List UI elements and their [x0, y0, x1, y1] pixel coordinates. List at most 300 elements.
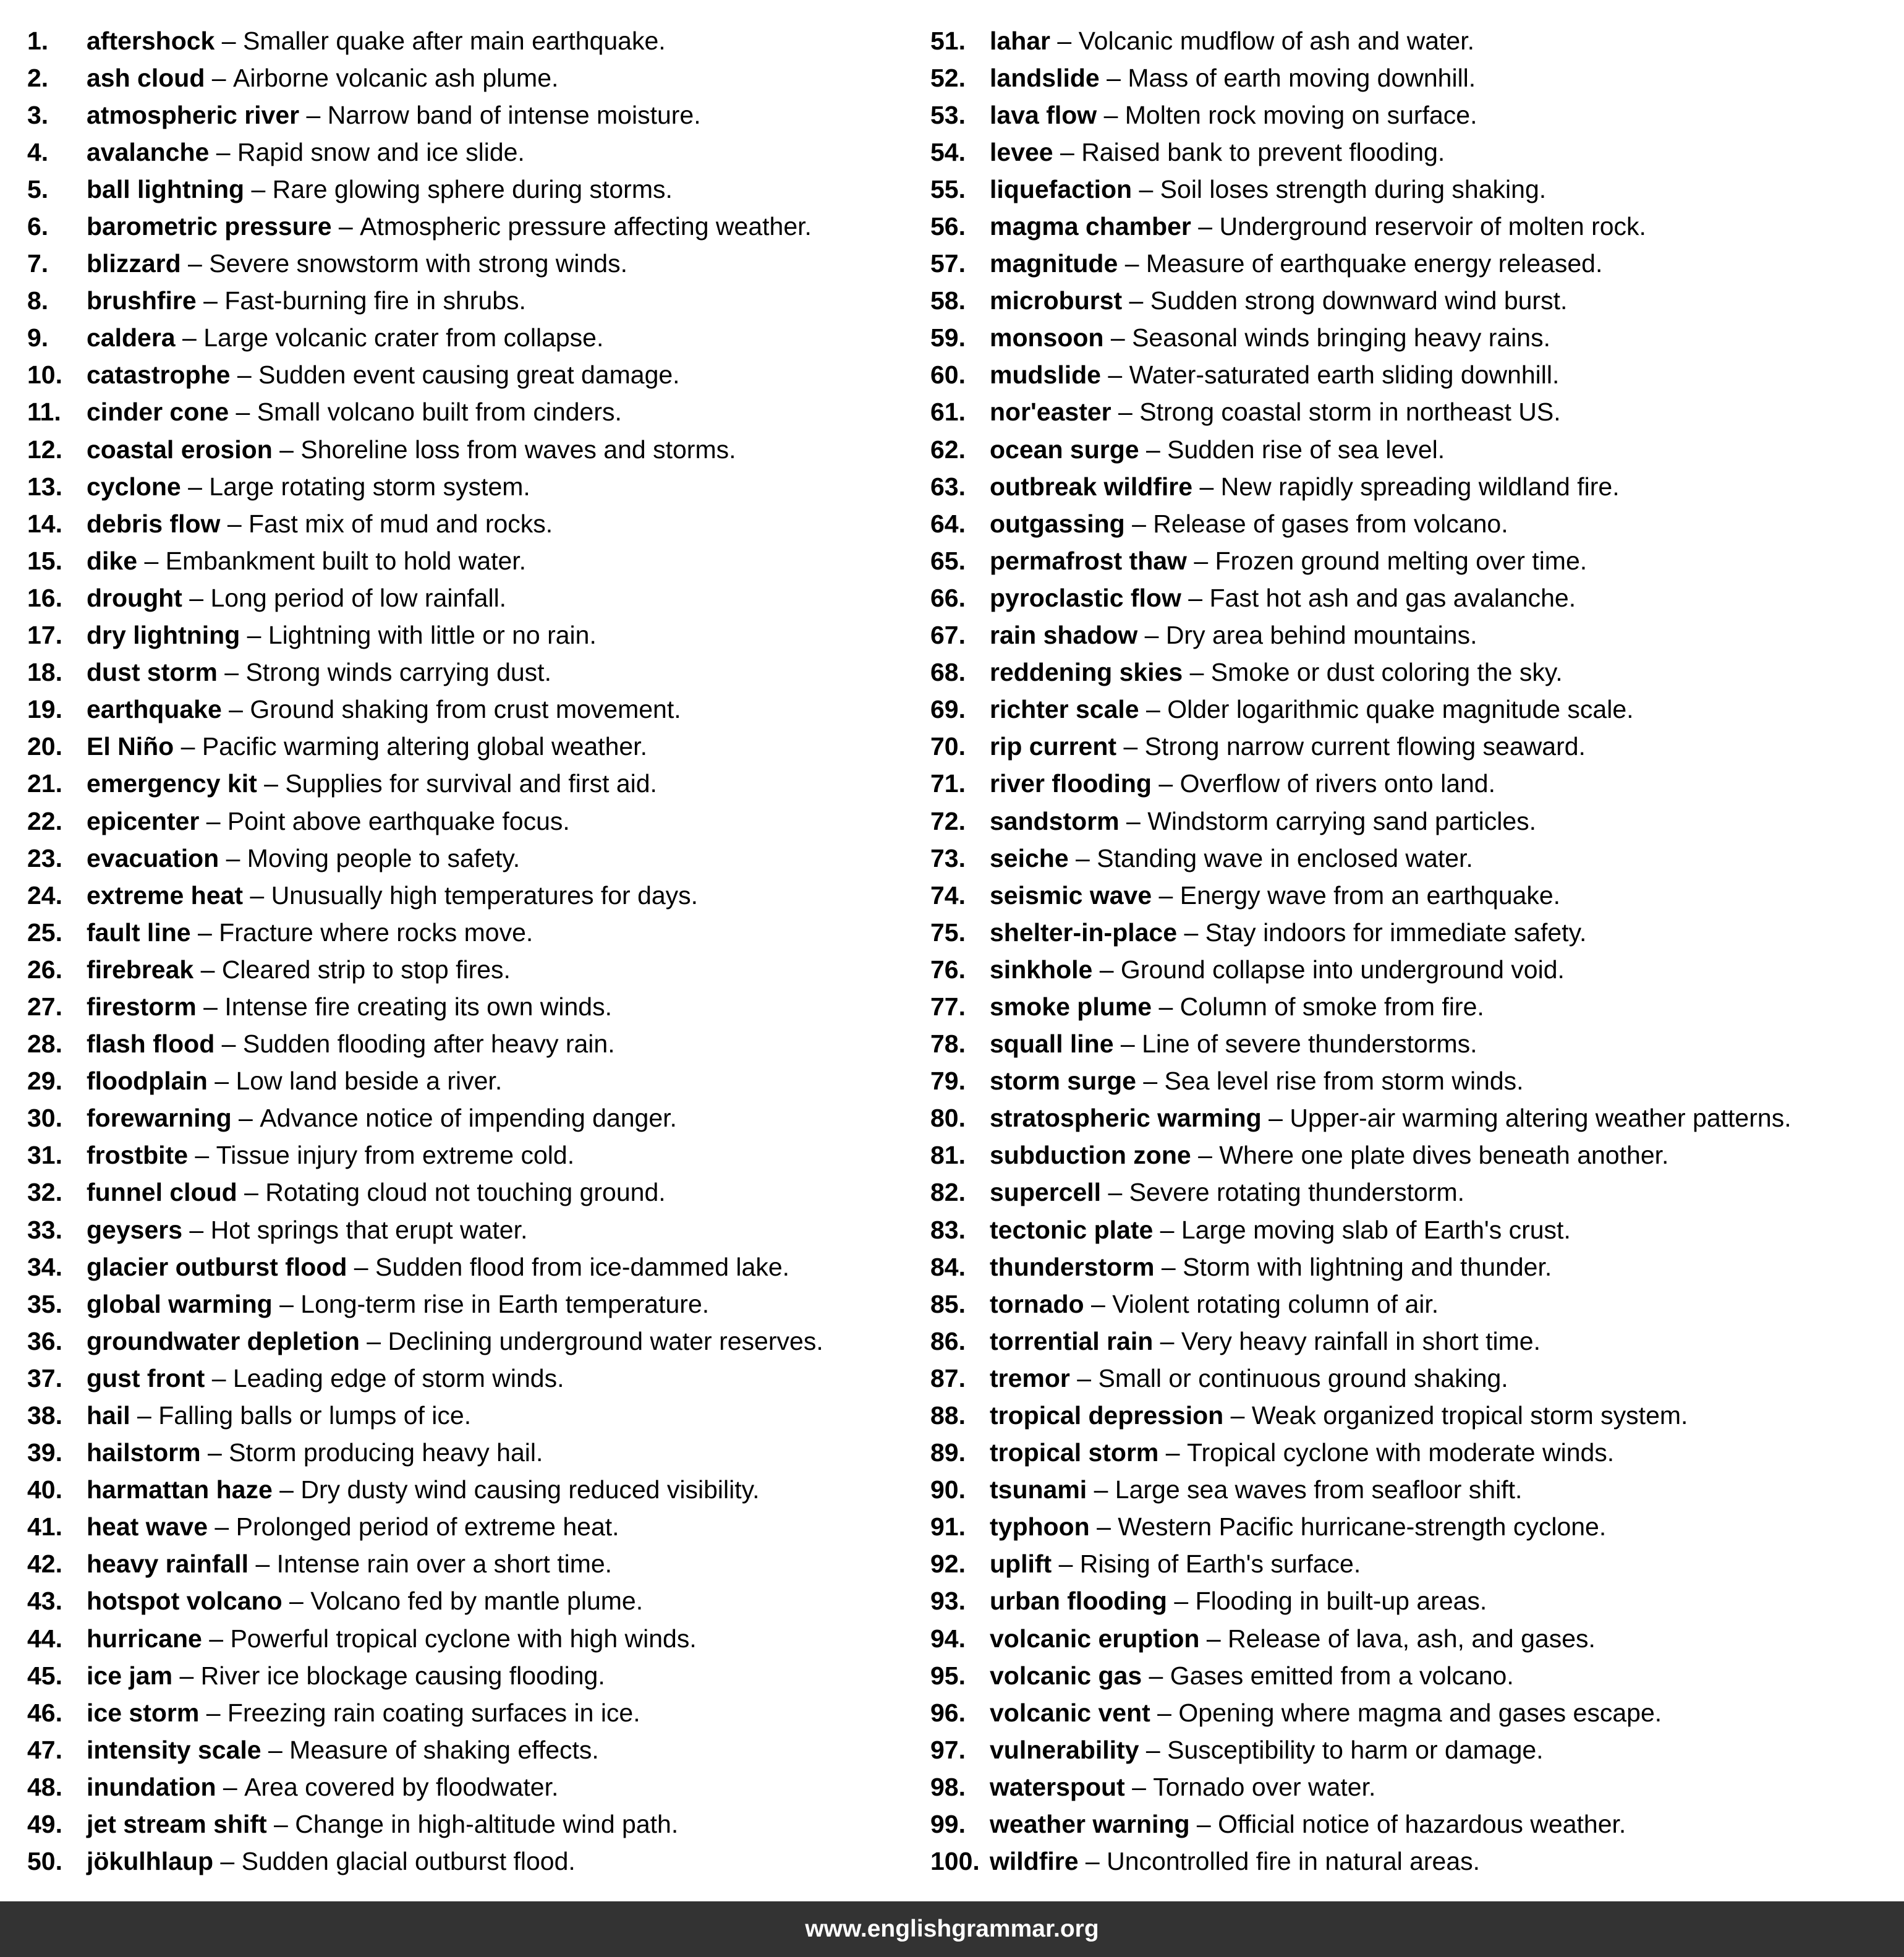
- item-number: 91.: [930, 1512, 966, 1541]
- list-item: [27, 1768, 917, 1806]
- item-term: tectonic plate: [990, 1215, 1154, 1244]
- item-dash: –: [199, 806, 227, 835]
- item-term: hailstorm: [87, 1438, 201, 1467]
- list-item: [930, 1806, 1901, 1843]
- item-dash: –: [1078, 1847, 1107, 1876]
- item-definition: Rising of Earth's surface.: [1079, 1550, 1361, 1579]
- item-term: tsunami: [990, 1475, 1087, 1504]
- item-number: 99.: [930, 1810, 966, 1839]
- item-dash: –: [1167, 1587, 1196, 1616]
- item-definition: Water-saturated earth sliding downhill.: [1129, 360, 1560, 390]
- item-dash: –: [1261, 1104, 1290, 1133]
- item-definition: Prolonged period of extreme heat.: [236, 1512, 619, 1541]
- list-item: [27, 505, 917, 542]
- item-term: jökulhlaup: [87, 1847, 213, 1876]
- item-number: 54.: [930, 137, 966, 166]
- item-number: 48.: [27, 1772, 62, 1801]
- item-term: seiche: [990, 843, 1069, 872]
- item-number: 2.: [27, 63, 49, 92]
- item-definition: Older logarithmic quake magnitude scale.: [1167, 695, 1634, 724]
- list-item: [27, 1472, 917, 1509]
- list-item: [930, 431, 1901, 468]
- list-item: [930, 654, 1901, 691]
- item-dash: –: [219, 843, 247, 872]
- item-dash: –: [1118, 249, 1146, 278]
- item-dash: –: [221, 695, 250, 724]
- item-term: El Niño: [87, 732, 174, 761]
- item-number: 52.: [930, 63, 966, 92]
- list-item: [930, 96, 1901, 134]
- item-dash: –: [182, 1215, 211, 1244]
- item-term: brushfire: [87, 286, 197, 315]
- item-number: 53.: [930, 100, 966, 129]
- item-dash: –: [229, 398, 257, 427]
- item-definition: Advance notice of impending danger.: [260, 1104, 677, 1133]
- item-term: coastal erosion: [87, 435, 273, 464]
- item-dash: –: [213, 1847, 242, 1876]
- item-dash: –: [1199, 1624, 1228, 1653]
- item-term: dust storm: [87, 658, 218, 687]
- item-definition: Release of gases from volcano.: [1153, 509, 1508, 538]
- list-item: [27, 617, 917, 654]
- item-term: geysers: [87, 1215, 183, 1244]
- item-term: tornado: [990, 1289, 1084, 1318]
- item-dash: –: [205, 1363, 233, 1392]
- item-dash: –: [1191, 1141, 1220, 1170]
- item-term: levee: [990, 137, 1053, 166]
- item-definition: Fast hot ash and gas avalanche.: [1209, 583, 1576, 612]
- list-item: [27, 1360, 917, 1397]
- item-dash: –: [249, 1550, 277, 1579]
- item-term: river flooding: [990, 769, 1152, 798]
- item-dash: –: [215, 1030, 243, 1059]
- item-definition: Sudden flood from ice-dammed lake.: [375, 1252, 790, 1281]
- item-definition: Energy wave from an earthquake.: [1179, 880, 1561, 910]
- item-number: 12.: [27, 435, 62, 464]
- item-definition: Weak organized tropical storm system.: [1251, 1401, 1688, 1430]
- footer-url[interactable]: www.englishgrammar.org: [805, 1916, 1099, 1942]
- item-definition: Overflow of rivers onto land.: [1179, 769, 1496, 798]
- list-item: [27, 1137, 917, 1174]
- item-number: 46.: [27, 1698, 62, 1727]
- item-dash: –: [1122, 286, 1150, 315]
- item-definition: Molten rock moving on surface.: [1124, 100, 1477, 129]
- item-number: 5.: [27, 174, 49, 203]
- item-definition: Tissue injury from extreme cold.: [216, 1141, 575, 1170]
- item-definition: Atmospheric pressure affecting weather.: [360, 212, 812, 241]
- item-dash: –: [299, 100, 328, 129]
- item-term: magma chamber: [990, 212, 1191, 241]
- item-number: 14.: [27, 509, 62, 538]
- item-definition: Long-term rise in Earth temperature.: [300, 1289, 710, 1318]
- item-dash: –: [216, 1772, 245, 1801]
- list-item: [930, 1360, 1901, 1397]
- item-number: 63.: [930, 472, 966, 501]
- list-item: [27, 96, 917, 134]
- item-number: 96.: [930, 1698, 966, 1727]
- item-dash: –: [1136, 1067, 1165, 1096]
- item-definition: Strong winds carrying dust.: [245, 658, 551, 687]
- list-item: [27, 1285, 917, 1323]
- item-term: evacuation: [87, 843, 219, 872]
- list-item: [27, 914, 917, 951]
- item-number: 64.: [930, 509, 966, 538]
- item-term: volcanic gas: [990, 1661, 1142, 1690]
- item-definition: Fast mix of mud and rocks.: [249, 509, 553, 538]
- item-number: 92.: [930, 1550, 966, 1579]
- item-definition: Very heavy rainfall in short time.: [1181, 1326, 1541, 1355]
- item-number: 9.: [27, 323, 49, 352]
- item-term: magnitude: [990, 249, 1118, 278]
- item-dash: –: [1050, 26, 1079, 55]
- item-term: cyclone: [87, 472, 181, 501]
- item-number: 98.: [930, 1772, 966, 1801]
- list-item: [27, 431, 917, 468]
- item-dash: –: [1153, 1326, 1181, 1355]
- item-dash: –: [1223, 1401, 1252, 1430]
- item-term: volcanic vent: [990, 1698, 1150, 1727]
- item-number: 80.: [930, 1104, 966, 1133]
- item-term: forewarning: [87, 1104, 232, 1133]
- item-definition: Volcano fed by mantle plume.: [310, 1587, 644, 1616]
- item-number: 36.: [27, 1326, 62, 1355]
- item-definition: Western Pacific hurricane-strength cyclone.: [1118, 1512, 1607, 1541]
- item-number: 49.: [27, 1810, 62, 1839]
- item-dash: –: [217, 658, 246, 687]
- item-definition: Intense fire creating its own winds.: [224, 992, 613, 1021]
- item-number: 69.: [930, 695, 966, 724]
- item-number: 27.: [27, 992, 62, 1021]
- list-item: [27, 171, 917, 208]
- item-definition: Rapid snow and ice slide.: [237, 137, 525, 166]
- item-term: aftershock: [87, 26, 215, 55]
- item-term: funnel cloud: [87, 1178, 237, 1207]
- item-term: gust front: [87, 1363, 205, 1392]
- item-number: 23.: [27, 843, 62, 872]
- item-dash: –: [1053, 137, 1082, 166]
- list-item: [930, 1620, 1901, 1657]
- item-definition: Cleared strip to stop fires.: [221, 955, 511, 984]
- list-item: [27, 1063, 917, 1100]
- list-item: [27, 877, 917, 914]
- item-term: ash cloud: [87, 63, 205, 92]
- item-number: 17.: [27, 621, 62, 650]
- item-definition: Severe snowstorm with strong winds.: [209, 249, 627, 278]
- item-definition: Gases emitted from a volcano.: [1170, 1661, 1514, 1690]
- item-number: 62.: [930, 435, 966, 464]
- item-dash: –: [282, 1587, 311, 1616]
- item-number: 19.: [27, 695, 62, 724]
- item-term: extreme heat: [87, 880, 243, 910]
- item-number: 86.: [930, 1326, 966, 1355]
- item-term: vulnerability: [990, 1735, 1139, 1764]
- item-dash: –: [174, 732, 202, 761]
- list-item: [27, 1657, 917, 1694]
- list-item: [930, 691, 1901, 728]
- list-item: [27, 394, 917, 431]
- item-definition: Volcanic mudflow of ash and water.: [1078, 26, 1475, 55]
- item-term: subduction zone: [990, 1141, 1191, 1170]
- item-dash: –: [1152, 992, 1180, 1021]
- item-definition: Dry area behind mountains.: [1165, 621, 1477, 650]
- item-definition: Declining underground water reserves.: [388, 1326, 823, 1355]
- item-number: 13.: [27, 472, 62, 501]
- item-definition: Storm producing heavy hail.: [229, 1438, 543, 1467]
- item-dash: –: [242, 880, 271, 910]
- list-item: [930, 728, 1901, 765]
- item-number: 16.: [27, 583, 62, 612]
- item-dash: –: [1181, 583, 1210, 612]
- item-term: earthquake: [87, 695, 222, 724]
- list-item: [27, 1509, 917, 1546]
- item-dash: –: [1189, 1810, 1218, 1839]
- item-dash: –: [237, 1178, 266, 1207]
- item-number: 3.: [27, 100, 49, 129]
- item-number: 97.: [930, 1735, 966, 1764]
- item-definition: Susceptibility to harm or damage.: [1167, 1735, 1544, 1764]
- item-definition: Unusually high temperatures for days.: [271, 880, 699, 910]
- item-dash: –: [1119, 806, 1148, 835]
- item-definition: Ground shaking from crust movement.: [250, 695, 681, 724]
- list-item: [27, 840, 917, 877]
- item-definition: Sudden event causing great damage.: [258, 360, 680, 390]
- list-item: [27, 579, 917, 616]
- item-term: landslide: [990, 63, 1100, 92]
- item-number: 81.: [930, 1141, 966, 1170]
- list-item: [27, 803, 917, 840]
- list-item: [27, 468, 917, 505]
- item-number: 21.: [27, 769, 62, 798]
- item-dash: –: [331, 212, 360, 241]
- item-dash: –: [220, 509, 249, 538]
- item-term: jet stream shift: [87, 1810, 267, 1839]
- item-number: 18.: [27, 658, 62, 687]
- list-item: [930, 914, 1901, 951]
- item-number: 76.: [930, 955, 966, 984]
- item-number: 33.: [27, 1215, 62, 1244]
- item-term: microburst: [990, 286, 1123, 315]
- list-item: [27, 1731, 917, 1768]
- list-item: [930, 542, 1901, 579]
- item-number: 56.: [930, 212, 966, 241]
- item-number: 22.: [27, 806, 62, 835]
- item-dash: –: [1052, 1550, 1080, 1579]
- item-number: 11.: [27, 398, 61, 427]
- item-dash: –: [266, 1810, 295, 1839]
- list-item: [930, 1397, 1901, 1434]
- item-dash: –: [1142, 1661, 1170, 1690]
- item-dash: –: [202, 1624, 231, 1653]
- list-item: [930, 1731, 1901, 1768]
- item-definition: Violent rotating column of air.: [1112, 1289, 1439, 1318]
- item-number: 40.: [27, 1475, 62, 1504]
- list-item: [930, 1435, 1901, 1472]
- item-definition: Flooding in built-up areas.: [1195, 1587, 1487, 1616]
- item-definition: Hot springs that erupt water.: [210, 1215, 528, 1244]
- item-dash: –: [1099, 63, 1128, 92]
- item-term: flash flood: [87, 1030, 215, 1059]
- item-definition: Falling balls or lumps of ice.: [158, 1401, 472, 1430]
- item-definition: Tropical cyclone with moderate winds.: [1186, 1438, 1615, 1467]
- item-dash: –: [1137, 621, 1166, 650]
- item-number: 79.: [930, 1067, 966, 1096]
- item-dash: –: [1113, 1030, 1142, 1059]
- item-term: richter scale: [990, 695, 1139, 724]
- item-number: 83.: [930, 1215, 966, 1244]
- item-definition: Powerful tropical cyclone with high winds.: [230, 1624, 697, 1653]
- item-definition: Long period of low rainfall.: [210, 583, 507, 612]
- item-dash: –: [230, 360, 259, 390]
- item-number: 90.: [930, 1475, 966, 1504]
- item-number: 30.: [27, 1104, 62, 1133]
- item-term: hotspot volcano: [87, 1587, 283, 1616]
- item-definition: Supplies for survival and first aid.: [285, 769, 657, 798]
- item-term: waterspout: [990, 1772, 1125, 1801]
- item-number: 10.: [27, 360, 62, 390]
- item-term: sinkhole: [990, 955, 1093, 984]
- item-dash: –: [137, 546, 166, 575]
- list-item: [27, 208, 917, 245]
- item-definition: Underground reservoir of molten rock.: [1219, 212, 1646, 241]
- item-dash: –: [190, 918, 219, 947]
- item-number: 94.: [930, 1624, 966, 1653]
- list-item: [930, 1026, 1901, 1063]
- list-item: [930, 283, 1901, 320]
- item-term: tropical storm: [990, 1438, 1159, 1467]
- item-term: catastrophe: [87, 360, 231, 390]
- item-number: 82.: [930, 1178, 966, 1207]
- item-term: epicenter: [87, 806, 200, 835]
- item-number: 68.: [930, 658, 966, 687]
- list-item: [27, 988, 917, 1025]
- list-item: [27, 283, 917, 320]
- item-definition: Large moving slab of Earth's crust.: [1181, 1215, 1571, 1244]
- item-term: outbreak wildfire: [990, 472, 1193, 501]
- item-definition: Large volcanic crater from collapse.: [203, 323, 604, 352]
- item-term: smoke plume: [990, 992, 1152, 1021]
- item-term: hurricane: [87, 1624, 202, 1653]
- list-item: [930, 22, 1901, 59]
- item-term: supercell: [990, 1178, 1102, 1207]
- item-term: rip current: [990, 732, 1117, 761]
- list-item: [930, 765, 1901, 803]
- list-item: [27, 1026, 917, 1063]
- item-definition: Tornado over water.: [1153, 1772, 1376, 1801]
- list-item: [930, 245, 1901, 283]
- item-number: 59.: [930, 323, 966, 352]
- item-definition: Lightning with little or no rain.: [268, 621, 597, 650]
- item-definition: Frozen ground melting over time.: [1215, 546, 1587, 575]
- item-definition: Small or continuous ground shaking.: [1098, 1363, 1508, 1392]
- item-definition: Strong narrow current flowing seaward.: [1144, 732, 1586, 761]
- item-term: intensity scale: [87, 1735, 261, 1764]
- item-term: avalanche: [87, 137, 210, 166]
- item-dash: –: [207, 1067, 236, 1096]
- item-term: dry lightning: [87, 621, 240, 650]
- item-term: torrential rain: [990, 1326, 1154, 1355]
- item-dash: –: [130, 1401, 159, 1430]
- item-number: 65.: [930, 546, 966, 575]
- item-term: emergency kit: [87, 769, 257, 798]
- item-definition: Large sea waves from seafloor shift.: [1115, 1475, 1523, 1504]
- list-item: [27, 951, 917, 988]
- item-term: squall line: [990, 1030, 1114, 1059]
- item-definition: Shoreline loss from waves and storms.: [300, 435, 736, 464]
- item-number: 6.: [27, 212, 49, 241]
- list-item: [930, 134, 1901, 171]
- item-number: 1.: [27, 26, 49, 55]
- item-dash: –: [1116, 732, 1145, 761]
- list-item: [27, 1323, 917, 1360]
- item-dash: –: [1158, 1438, 1187, 1467]
- item-definition: Opening where magma and gases escape.: [1178, 1698, 1662, 1727]
- item-number: 58.: [930, 286, 966, 315]
- list-item: [27, 1435, 917, 1472]
- item-term: mudslide: [990, 360, 1101, 390]
- item-definition: Sudden flooding after heavy rain.: [242, 1030, 615, 1059]
- item-dash: –: [261, 1735, 290, 1764]
- item-definition: Measure of shaking effects.: [289, 1735, 599, 1764]
- item-dash: –: [1068, 843, 1097, 872]
- item-term: pyroclastic flow: [990, 583, 1181, 612]
- item-term: glacier outburst flood: [87, 1252, 347, 1281]
- item-number: 25.: [27, 918, 62, 947]
- item-term: reddening skies: [990, 658, 1183, 687]
- item-dash: –: [1177, 918, 1205, 947]
- item-term: volcanic eruption: [990, 1624, 1200, 1653]
- item-dash: –: [244, 174, 273, 203]
- list-item: [930, 1546, 1901, 1583]
- item-dash: –: [1186, 546, 1215, 575]
- item-number: 73.: [930, 843, 966, 872]
- list-item: [27, 765, 917, 803]
- list-item: [930, 394, 1901, 431]
- item-dash: –: [1124, 509, 1154, 538]
- item-dash: –: [1154, 1252, 1183, 1281]
- list-item: [930, 988, 1901, 1025]
- item-term: monsoon: [990, 323, 1104, 352]
- list-item: [930, 1248, 1901, 1285]
- item-definition: Release of lava, ash, and gases.: [1228, 1624, 1596, 1653]
- item-term: weather warning: [990, 1810, 1190, 1839]
- list-item: [930, 59, 1901, 96]
- item-dash: –: [181, 472, 210, 501]
- item-dash: –: [257, 769, 286, 798]
- list-item: [27, 1546, 917, 1583]
- item-term: global warming: [87, 1289, 273, 1318]
- item-number: 34.: [27, 1252, 62, 1281]
- item-term: typhoon: [990, 1512, 1090, 1541]
- item-term: uplift: [990, 1550, 1052, 1579]
- item-term: liquefaction: [990, 174, 1133, 203]
- item-definition: Area covered by floodwater.: [244, 1772, 559, 1801]
- item-number: 88.: [930, 1401, 966, 1430]
- list-item: [27, 542, 917, 579]
- item-term: groundwater depletion: [87, 1326, 360, 1355]
- list-item: [930, 1657, 1901, 1694]
- item-term: wildfire: [990, 1847, 1079, 1876]
- list-item: [27, 1100, 917, 1137]
- item-number: 67.: [930, 621, 966, 650]
- item-number: 89.: [930, 1438, 966, 1467]
- item-dash: –: [172, 1661, 201, 1690]
- item-number: 50.: [27, 1847, 62, 1876]
- item-definition: Stay indoors for immediate safety.: [1205, 918, 1587, 947]
- list-item: [930, 171, 1901, 208]
- item-term: harmattan haze: [87, 1475, 273, 1504]
- item-definition: Official notice of hazardous weather.: [1218, 1810, 1626, 1839]
- list-item: [27, 1806, 917, 1843]
